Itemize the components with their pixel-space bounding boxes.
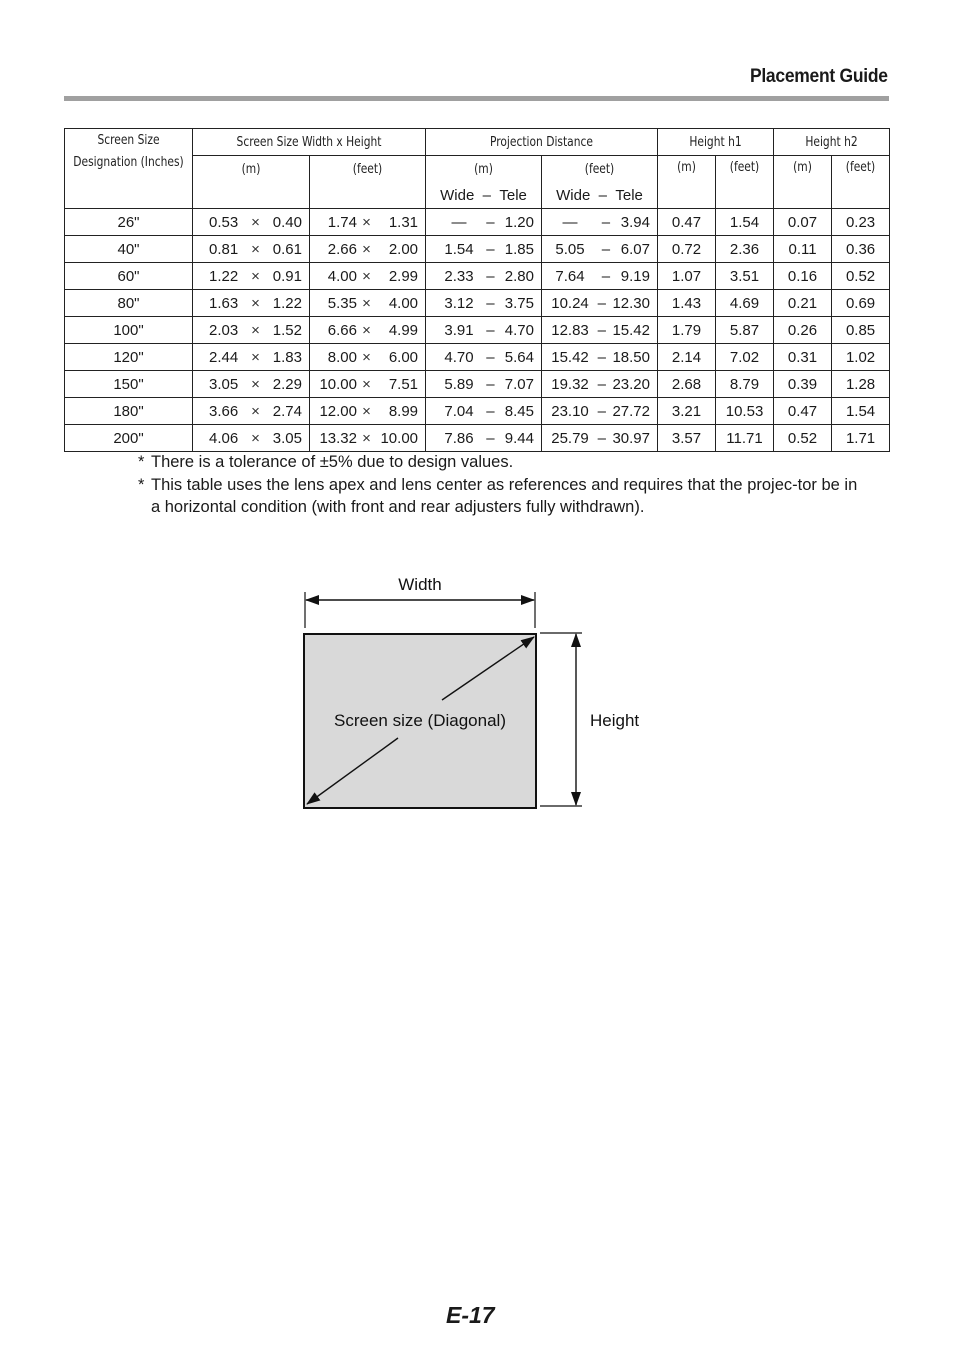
cell-h1-feet: 11.71 [716, 425, 774, 452]
table-row [65, 344, 890, 371]
cell-distance-m: 3.12 – 3.75 [426, 290, 542, 317]
table-row [65, 317, 890, 344]
cell-h1-m: 1.79 [658, 317, 716, 344]
section-title: Placement Guide [750, 66, 888, 87]
cell-distance-m: — – 1.20 [426, 209, 542, 236]
cell-size: 120" [65, 344, 193, 371]
cell-h1-m: 0.47 [658, 209, 716, 236]
footnotes [138, 451, 858, 519]
screen-size-diagram [290, 560, 670, 830]
cell-size: 200" [65, 425, 193, 452]
cell-h1-feet: 1.54 [716, 209, 774, 236]
cell-width-height-m: 3.05 × 2.29 [193, 371, 310, 398]
cell-distance-feet: 15.42 – 18.50 [542, 344, 658, 371]
cell-width-height-m: 3.66 × 2.74 [193, 398, 310, 425]
cell-h1-feet: 2.36 [716, 236, 774, 263]
unit-feet: (feet) [832, 156, 890, 209]
placement-table [64, 128, 890, 452]
cell-size: 26" [65, 209, 193, 236]
cell-size: 40" [65, 236, 193, 263]
cell-size: 60" [65, 263, 193, 290]
width-label: Width [398, 575, 442, 594]
cell-h2-m: 0.52 [774, 425, 832, 452]
cell-width-height-feet: 1.74 × 1.31 [310, 209, 426, 236]
cell-distance-m: 2.33 – 2.80 [426, 263, 542, 290]
cell-h2-m: 0.07 [774, 209, 832, 236]
col-header-screen-size: Screen Size Designation (Inches) [65, 129, 193, 209]
cell-size: 100" [65, 317, 193, 344]
cell-width-height-feet: 4.00 × 2.99 [310, 263, 426, 290]
cell-width-height-feet: 2.66 × 2.00 [310, 236, 426, 263]
cell-h2-feet: 0.23 [832, 209, 890, 236]
cell-h2-feet: 0.69 [832, 290, 890, 317]
cell-h1-feet: 8.79 [716, 371, 774, 398]
cell-h2-feet: 0.36 [832, 236, 890, 263]
cell-h2-feet: 1.71 [832, 425, 890, 452]
cell-distance-m: 7.04 – 8.45 [426, 398, 542, 425]
cell-distance-feet: 19.32 – 23.20 [542, 371, 658, 398]
cell-h1-m: 3.57 [658, 425, 716, 452]
cell-distance-feet: — – 3.94 [542, 209, 658, 236]
cell-h1-m: 3.21 [658, 398, 716, 425]
cell-h2-feet: 1.02 [832, 344, 890, 371]
cell-h1-feet: 3.51 [716, 263, 774, 290]
cell-h2-feet: 0.52 [832, 263, 890, 290]
cell-width-height-feet: 13.32 × 10.00 [310, 425, 426, 452]
cell-width-height-feet: 12.00 × 8.99 [310, 398, 426, 425]
cell-distance-feet: 23.10 – 27.72 [542, 398, 658, 425]
page-number: E-17 [446, 1302, 495, 1328]
cell-distance-feet: 25.79 – 30.97 [542, 425, 658, 452]
cell-distance-m: 5.89 – 7.07 [426, 371, 542, 398]
height-label: Height [590, 711, 640, 730]
cell-distance-feet: 10.24 – 12.30 [542, 290, 658, 317]
unit-m: (m) [426, 156, 542, 183]
cell-width-height-m: 1.63 × 1.22 [193, 290, 310, 317]
cell-h1-feet: 10.53 [716, 398, 774, 425]
cell-h2-m: 0.21 [774, 290, 832, 317]
cell-distance-m: 7.86 – 9.44 [426, 425, 542, 452]
unit-m: (m) [193, 156, 310, 183]
unit-feet: (feet) [716, 156, 774, 209]
cell-width-height-m: 4.06 × 3.05 [193, 425, 310, 452]
cell-size: 180" [65, 398, 193, 425]
cell-width-height-feet: 5.35 × 4.00 [310, 290, 426, 317]
cell-width-height-m: 0.81 × 0.61 [193, 236, 310, 263]
unit-feet: (feet) [542, 156, 658, 183]
footnote-text: This table uses the lens apex and lens center as references and requires that the projec-tor be in a horizontal condition (with front and rear adjusters fully withdrawn). [151, 475, 858, 516]
table-row [65, 263, 890, 290]
cell-h1-feet: 5.87 [716, 317, 774, 344]
cell-h1-feet: 4.69 [716, 290, 774, 317]
cell-h2-feet: 1.28 [832, 371, 890, 398]
cell-distance-feet: 5.05 – 6.07 [542, 236, 658, 263]
cell-size: 150" [65, 371, 193, 398]
cell-h1-m: 2.68 [658, 371, 716, 398]
footnote: * There is a tolerance of ±5% due to design values. [138, 451, 858, 474]
cell-h1-feet: 7.02 [716, 344, 774, 371]
cell-size: 80" [65, 290, 193, 317]
cell-h1-m: 0.72 [658, 236, 716, 263]
diagonal-label: Screen size (Diagonal) [334, 711, 506, 730]
table-row [65, 209, 890, 236]
table-row [65, 425, 890, 452]
col-header-height-h2: Height h2 [774, 129, 890, 156]
cell-distance-feet: 12.83 – 15.42 [542, 317, 658, 344]
cell-distance-m: 1.54 – 1.85 [426, 236, 542, 263]
wide-tele-m: Wide – Tele [426, 182, 542, 209]
cell-h2-m: 0.26 [774, 317, 832, 344]
cell-h1-m: 1.43 [658, 290, 716, 317]
cell-width-height-m: 2.03 × 1.52 [193, 317, 310, 344]
cell-h2-feet: 1.54 [832, 398, 890, 425]
table-row [65, 371, 890, 398]
cell-h2-m: 0.16 [774, 263, 832, 290]
table-row [65, 398, 890, 425]
wide-tele-feet: Wide – Tele [542, 182, 658, 209]
cell-width-height-m: 2.44 × 1.83 [193, 344, 310, 371]
blank-cell [310, 182, 426, 209]
cell-h2-m: 0.39 [774, 371, 832, 398]
cell-h1-m: 1.07 [658, 263, 716, 290]
cell-distance-m: 4.70 – 5.64 [426, 344, 542, 371]
table-row [65, 236, 890, 263]
cell-h2-m: 0.11 [774, 236, 832, 263]
footnote: * This table uses the lens apex and lens center as references and requires that the projec-tor be in a horizontal condition (with front and rear adjusters fully withdrawn). [138, 474, 858, 519]
cell-width-height-feet: 6.66 × 4.99 [310, 317, 426, 344]
table-row [65, 290, 890, 317]
unit-m: (m) [658, 156, 716, 209]
footnote-text: There is a tolerance of ±5% due to design values. [151, 453, 514, 471]
col-header-width-height: Screen Size Width x Height [193, 129, 426, 156]
cell-width-height-feet: 10.00 × 7.51 [310, 371, 426, 398]
cell-width-height-m: 0.53 × 0.40 [193, 209, 310, 236]
cell-h2-m: 0.47 [774, 398, 832, 425]
cell-h1-m: 2.14 [658, 344, 716, 371]
blank-cell [193, 182, 310, 209]
col-header-projection-distance: Projection Distance [426, 129, 658, 156]
cell-h2-feet: 0.85 [832, 317, 890, 344]
title-rule [64, 96, 889, 101]
cell-distance-feet: 7.64 – 9.19 [542, 263, 658, 290]
cell-h2-m: 0.31 [774, 344, 832, 371]
cell-width-height-m: 1.22 × 0.91 [193, 263, 310, 290]
cell-distance-m: 3.91 – 4.70 [426, 317, 542, 344]
unit-feet: (feet) [310, 156, 426, 183]
unit-m: (m) [774, 156, 832, 209]
col-header-height-h1: Height h1 [658, 129, 774, 156]
cell-width-height-feet: 8.00 × 6.00 [310, 344, 426, 371]
